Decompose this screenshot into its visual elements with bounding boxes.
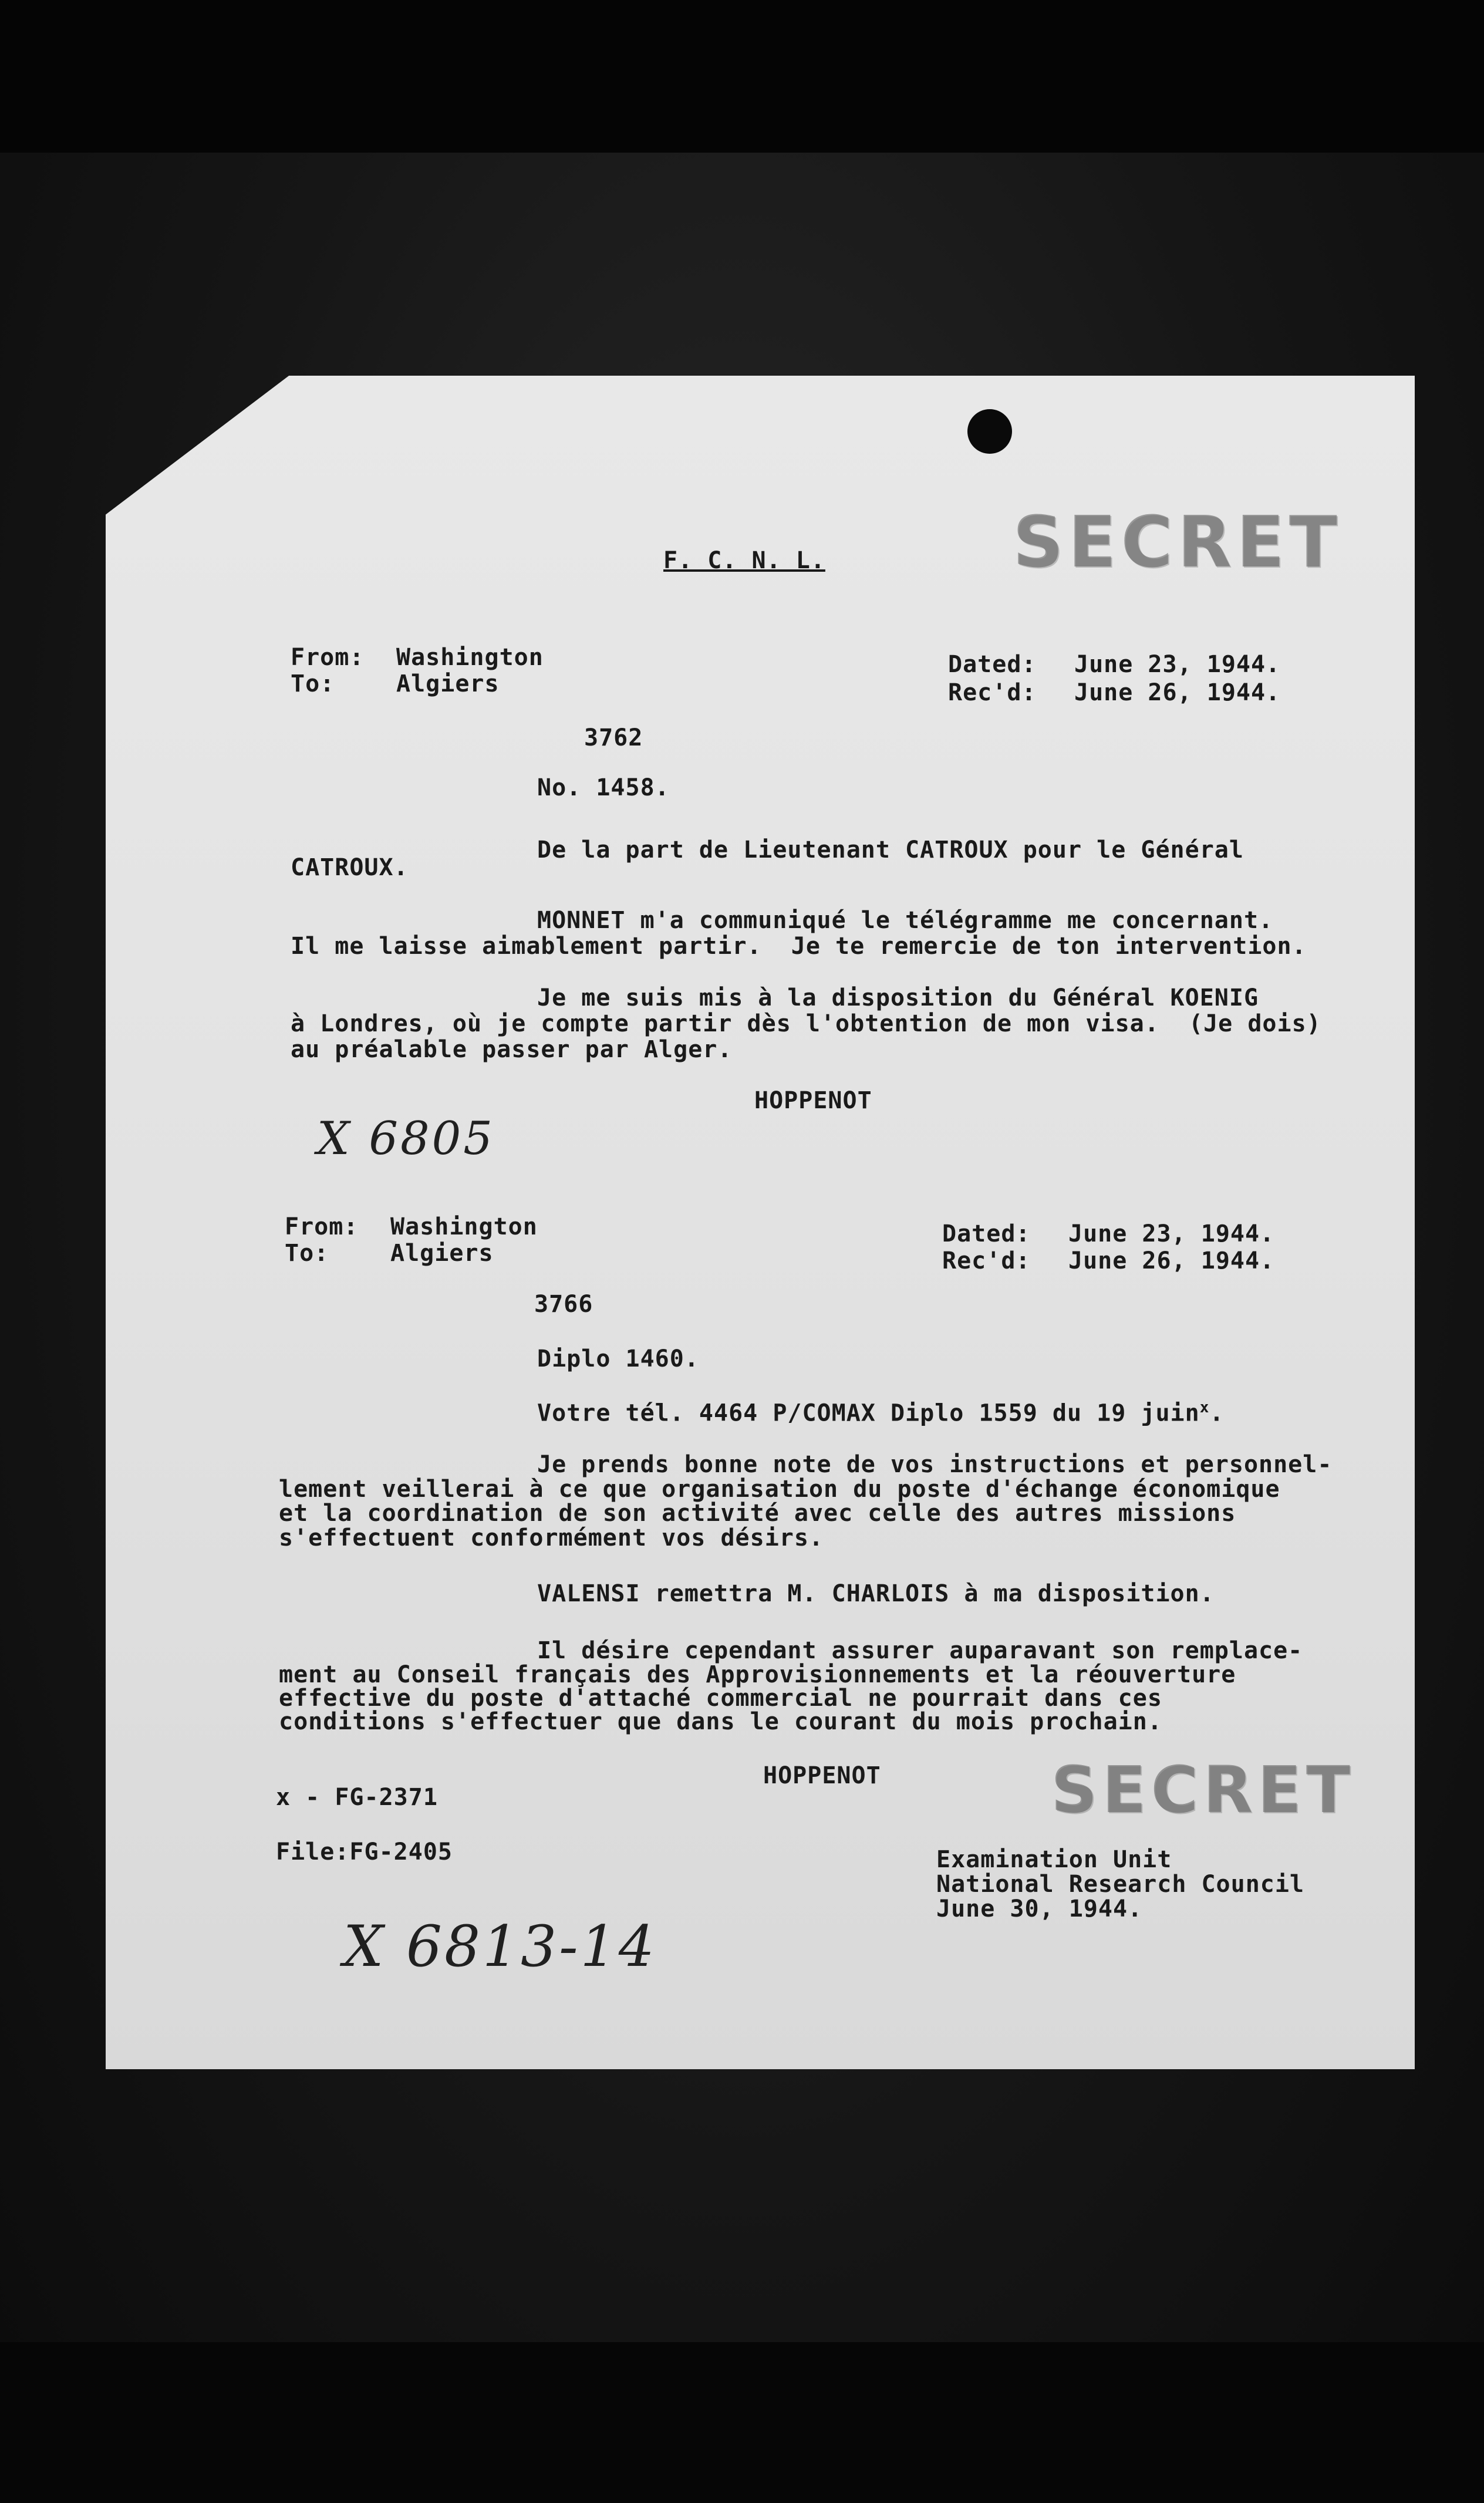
msg2-line-6: VALENSI remettra M. CHARLOIS à ma disposition. [537,1580,1215,1607]
msg2-line-7: Il désire cependant assurer auparavant son remplace- [537,1637,1303,1664]
msg1-line-7: au préalable passer par Alger. [291,1036,733,1063]
msg2-serial: 3766 [534,1291,593,1318]
msg2-dated-label: Dated: [942,1220,1031,1247]
film-top-band [0,0,1484,153]
msg2-line-1 [537,1400,1224,1425]
punch-hole [967,409,1012,454]
film-bottom-band [0,2342,1484,2503]
msg2-line-1-text: Votre tél. 4464 P/COMAX Diplo 1559 du 19 juin [537,1399,1200,1427]
msg2-line-4: et la coordination de son activité avec celle des autres missions [279,1500,1236,1527]
msg1-line-2: CATROUX. [291,854,409,881]
msg2-superscript: x [1199,1399,1210,1416]
msg1-line-3: MONNET m'a communiqué le télégramme me concernant. [537,907,1274,934]
msg2-line-2: Je prends bonne note de vos instructions et personnel- [537,1451,1333,1478]
msg1-serial: 3762 [584,724,643,751]
msg1-from-value: Washington [396,644,544,671]
msg2-from-label: From: [285,1213,359,1240]
msg2-to-label: To: [285,1240,329,1267]
secret-stamp-top: SECRET [1013,502,1342,583]
msg2-line-3: lement veillerai à ce que organisation du poste d'échange économique [279,1476,1280,1503]
msg2-to-value: Algiers [390,1240,494,1267]
msg2-from-value: Washington [390,1213,538,1240]
msg1-handwritten-ref: X 6805 [317,1112,495,1165]
msg1-number: No. 1458. [537,774,670,801]
msg1-signature: HOPPENOT [754,1087,872,1114]
msg1-line-1: De la part de Lieutenant CATROUX pour le Général [537,836,1244,863]
msg2-line-10: conditions s'effectuer que dans le courant du mois prochain. [279,1708,1162,1735]
footer-ref: x - FG-2371 [276,1784,438,1811]
document-title: F. C. N. L. [663,547,825,574]
msg1-recd-value: June 26, 1944. [1074,679,1281,706]
msg1-from-label: From: [291,644,365,671]
msg1-line-6: à Londres, où je compte partir dès l'obtention de mon visa. (Je dois) [291,1010,1321,1037]
exam-unit-line-3: June 30, 1944. [936,1895,1143,1922]
msg1-dated-label: Dated: [948,651,1037,678]
msg2-dated-value: June 23, 1944. [1068,1220,1275,1247]
footer-handwritten-ref: X 6813-14 [343,1914,657,1979]
msg1-dated-value: June 23, 1944. [1074,651,1281,678]
msg2-line-1-period: . [1209,1399,1225,1427]
msg1-line-5: Je me suis mis à la disposition du Général KOENIG [537,984,1259,1011]
msg1-to-value: Algiers [396,670,500,697]
msg1-to-label: To: [291,670,335,697]
msg2-line-5: s'effectuent conformément vos désirs. [279,1524,824,1551]
exam-unit-line-1: Examination Unit [936,1846,1172,1873]
msg2-recd-label: Rec'd: [942,1247,1031,1274]
msg2-number: Diplo 1460. [537,1345,699,1372]
msg1-line-4: Il me laisse aimablement partir. Je te remercie de ton intervention. [291,933,1307,960]
msg2-line-8: ment au Conseil français des Approvisionnements et la réouverture [279,1661,1236,1688]
msg1-recd-label: Rec'd: [948,679,1037,706]
msg2-signature: HOPPENOT [763,1762,881,1789]
secret-stamp-bottom: SECRET [1051,1752,1355,1827]
msg2-recd-value: June 26, 1944. [1068,1247,1275,1274]
msg2-line-9: effective du poste d'attaché commercial ne pourrait dans ces [279,1685,1162,1712]
exam-unit-line-2: National Research Council [936,1871,1305,1898]
footer-file: File:FG-2405 [276,1839,453,1866]
